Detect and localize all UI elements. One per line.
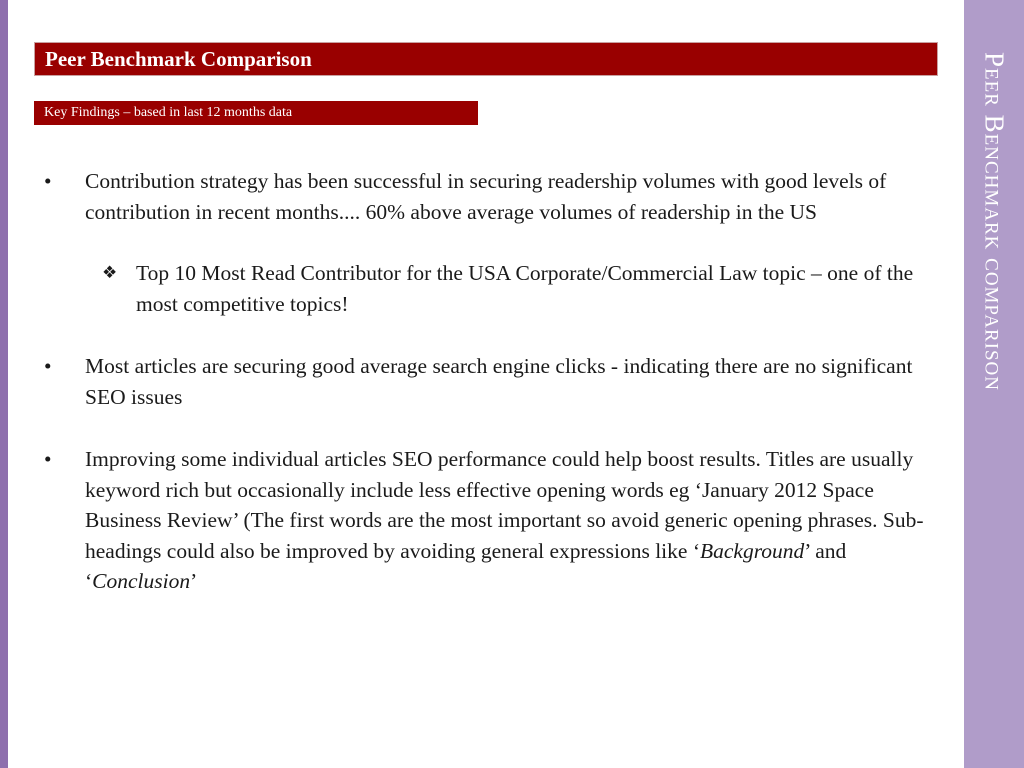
title-bar (34, 42, 938, 76)
vertical-slide-title: Peer Benchmark comparison (979, 52, 1010, 391)
bullet-text: Contribution strategy has been successful in securing readership volumes with good levels of contribution in recent months.... 60% above average volumes of readership in the US (85, 169, 887, 224)
content-body (44, 166, 944, 597)
bullet-marker: • (44, 354, 52, 378)
bullet-text-part: Improving some individual articles SEO performance could help boost results. Titles are usually keyword rich but occasionally include less effective opening words eg ‘January 2012 Space Business Review’ (The first words are the most important so avoid generic opening phrases. Sub-headings could also be improved by avoiding general expressions like ‘ (85, 447, 924, 563)
italic-conclusion: Conclusion (92, 569, 191, 593)
page-title: Peer Benchmark Comparison (45, 47, 312, 71)
bullet-text: Most articles are securing good average search engine clicks - indicating there are no significant SEO issues (85, 354, 913, 409)
bullet-marker: • (44, 169, 52, 193)
left-accent-stripe (0, 0, 8, 768)
sub-bullet-text: Top 10 Most Read Contributor for the USA Corporate/Commercial Law topic – one of the most competitive topics! (136, 261, 914, 316)
bullet-text-part: ’ and ‘ (85, 538, 847, 593)
bullet-item (44, 351, 944, 412)
bullet-item (44, 166, 944, 227)
bullet-text-part: ’ (190, 569, 198, 593)
sub-bullet-item (44, 258, 944, 319)
bullet-item (44, 444, 944, 597)
italic-background: Background (700, 538, 805, 563)
subtitle-bar (34, 101, 478, 125)
page-subtitle: Key Findings – based in last 12 months data (44, 105, 293, 120)
bullet-text (85, 447, 924, 593)
bullet-marker: • (44, 447, 52, 471)
diamond-bullet-icon: ❖ (102, 263, 118, 282)
